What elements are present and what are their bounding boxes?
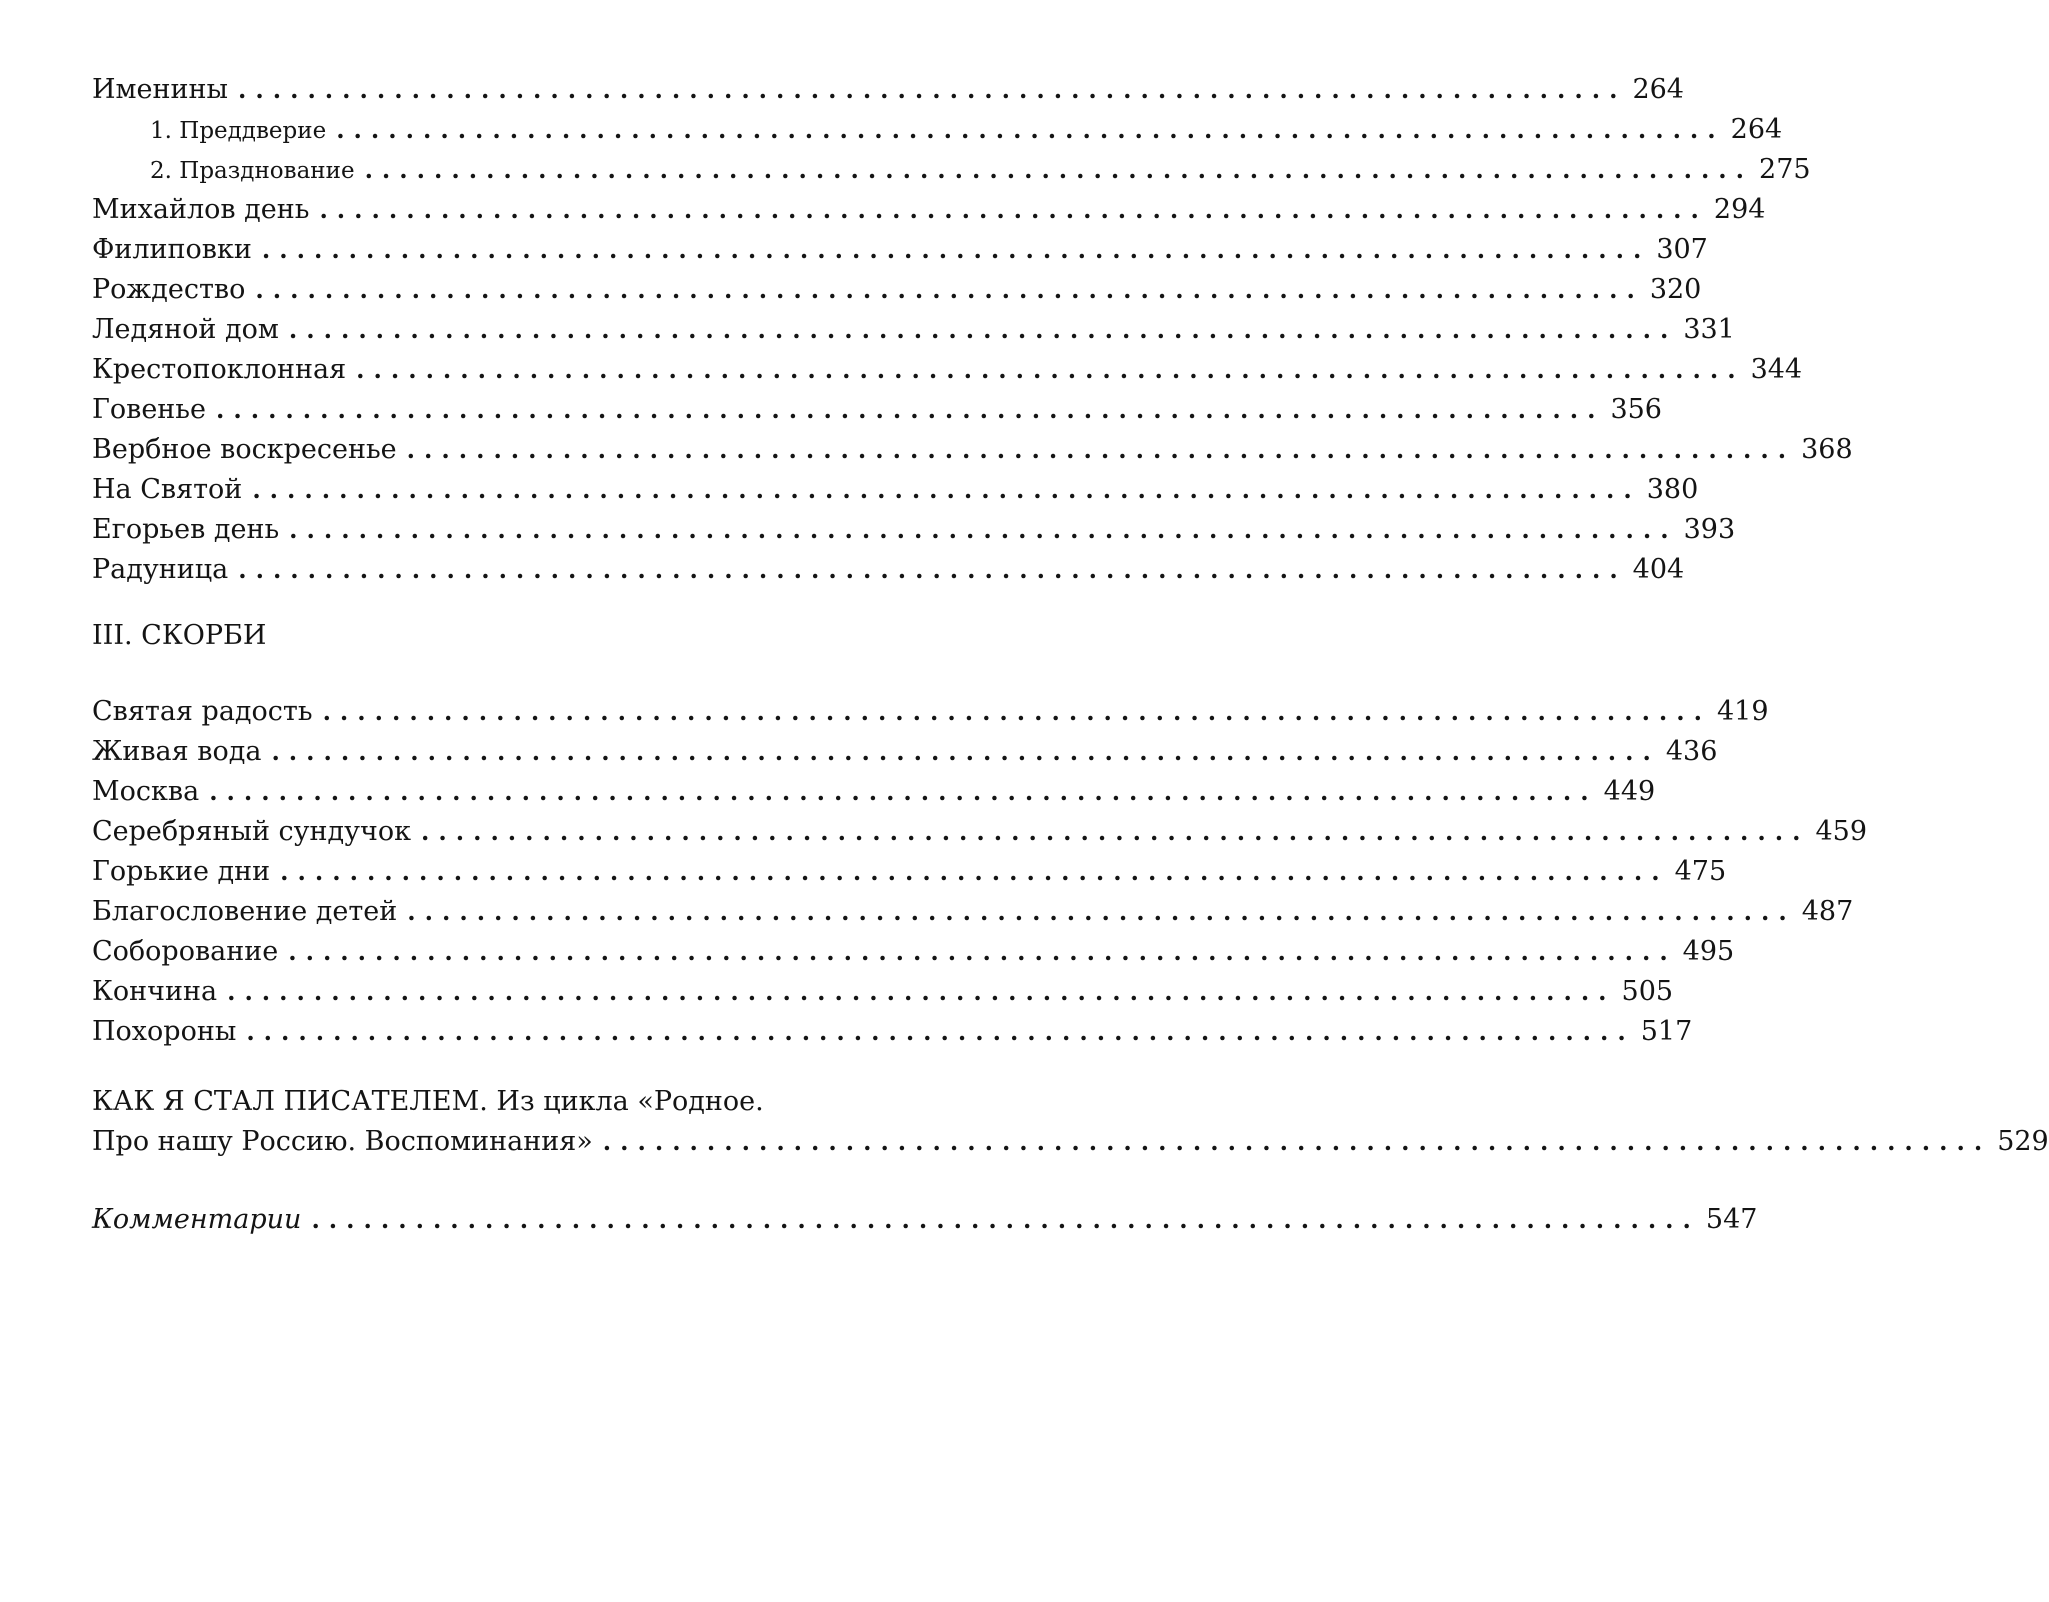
toc-entry (92, 692, 1769, 732)
dot-leader: ................................................................................ (216, 395, 1605, 424)
dot-leader: ................................................................................ (407, 897, 1796, 926)
toc-entry-title: Благословение детей (92, 896, 398, 927)
toc-entry-title: Москва (92, 776, 200, 807)
toc-entry (92, 550, 1685, 590)
toc-entry (92, 70, 1684, 110)
toc-group-main (92, 70, 1853, 590)
toc-entry (92, 972, 1674, 1012)
toc-entry (92, 1012, 1693, 1052)
dot-leader: ................................................................................ (336, 115, 1725, 144)
toc-entry-title: 2. Празднование (150, 158, 355, 184)
dot-leader: ................................................................................ (227, 977, 1616, 1006)
toc-entry-title: Живая вода (92, 736, 262, 767)
toc-entry-title: Именины (92, 74, 229, 105)
dot-leader: ................................................................................ (255, 275, 1644, 304)
toc-entry-title: Михайлов день (92, 194, 310, 225)
toc-entry-row (92, 1122, 2049, 1162)
dot-leader: ................................................................................ (261, 235, 1651, 264)
toc-entry-title: Вербное воскресенье (92, 434, 397, 465)
toc-entry-title: Егорьев день (92, 514, 280, 545)
toc-entry-title: Серебряный сундучок (92, 816, 412, 847)
page-number: 547 (1705, 1204, 1758, 1235)
dot-leader: ................................................................................ (289, 515, 1678, 544)
page-number: 294 (1713, 194, 1766, 225)
toc-entry-title: На Святой (92, 474, 243, 505)
toc-entry-title: Святая радость (92, 696, 313, 727)
toc-entry-comments (92, 1200, 1758, 1240)
toc-entry (92, 852, 1727, 892)
page-number: 495 (1682, 936, 1735, 967)
dot-leader: ................................................................................ (356, 355, 1745, 384)
toc-entry (92, 772, 1656, 812)
toc-subentry (92, 150, 1811, 190)
toc-entry (92, 892, 1854, 932)
dot-leader: ................................................................................ (602, 1127, 1992, 1156)
toc-entry-title: Похороны (92, 1016, 237, 1047)
dot-leader: ................................................................................ (311, 1205, 1700, 1234)
dot-leader: ................................................................................ (271, 737, 1660, 766)
page-number: 449 (1603, 776, 1656, 807)
page-number: 529 (1997, 1126, 2049, 1157)
toc-entry-title: Горькие дни (92, 856, 271, 887)
dot-leader: ................................................................................ (364, 155, 1754, 184)
toc-entry (92, 510, 1736, 550)
page-number: 487 (1801, 896, 1854, 927)
page-number: 264 (1730, 114, 1783, 145)
dot-leader: ................................................................................ (209, 777, 1598, 806)
section-heading: III. СКОРБИ (92, 620, 267, 651)
toc-entry-title: Говенье (92, 394, 206, 425)
toc-entry (92, 470, 1699, 510)
toc-entry-title-line1: КАК Я СТАЛ ПИСАТЕЛЕМ. Из цикла «Родное. (92, 1086, 764, 1117)
page-number: 368 (1801, 434, 1853, 465)
toc-entry (92, 812, 1868, 852)
page-number: 307 (1656, 234, 1708, 265)
page-number: 419 (1717, 696, 1769, 727)
toc-entry-title: Комментарии (92, 1204, 302, 1235)
page-number: 475 (1674, 856, 1727, 887)
toc-group-sorrows (92, 692, 1868, 1052)
toc-entry-title: Ледяной дом (92, 314, 279, 345)
dot-leader: ................................................................................ (319, 195, 1708, 224)
toc-entry (92, 390, 1662, 430)
toc-entry (92, 732, 1718, 772)
toc-entry-title: Филиповки (92, 234, 252, 265)
toc-entry-title: Радуница (92, 554, 229, 585)
toc-entry (92, 230, 1708, 270)
page-number: 505 (1621, 976, 1674, 1007)
dot-leader: ................................................................................ (288, 937, 1677, 966)
page-number: 275 (1759, 154, 1811, 185)
toc-entry (92, 430, 1853, 470)
dot-leader: ................................................................................ (238, 75, 1627, 104)
page-number: 264 (1632, 74, 1684, 105)
toc-entry-title: Соборование (92, 936, 279, 967)
toc-entry (92, 190, 1766, 230)
toc-entry-title: Кончина (92, 976, 218, 1007)
toc-entry (92, 932, 1735, 972)
toc-entry (92, 270, 1702, 310)
page-number: 344 (1750, 354, 1803, 385)
page-number: 331 (1683, 314, 1735, 345)
toc-subentry (92, 110, 1783, 150)
page-number: 393 (1683, 514, 1736, 545)
page-number: 380 (1646, 474, 1699, 505)
dot-leader: ................................................................................ (406, 435, 1796, 464)
page-number: 436 (1665, 736, 1718, 767)
toc-entry-title-line2: Про нашу Россию. Воспоминания» (92, 1126, 593, 1157)
toc-entry (92, 310, 1735, 350)
dot-leader: ................................................................................ (322, 697, 1711, 726)
dot-leader: ................................................................................ (421, 817, 1810, 846)
toc-entry (92, 350, 1803, 390)
page-number: 517 (1640, 1016, 1693, 1047)
page-number: 459 (1815, 816, 1868, 847)
dot-leader: ................................................................................ (238, 555, 1627, 584)
dot-leader: ................................................................................ (252, 475, 1641, 504)
toc-entry-title: Рождество (92, 274, 246, 305)
page-number: 404 (1632, 554, 1685, 585)
toc-entry-writer (92, 1082, 2049, 1162)
page-number: 320 (1649, 274, 1702, 305)
dot-leader: ................................................................................ (288, 315, 1678, 344)
dot-leader: ................................................................................ (246, 1017, 1635, 1046)
toc-entry-title: Крестопоклонная (92, 354, 347, 385)
toc-entry-title: 1. Преддверие (150, 118, 327, 144)
table-of-contents (92, 70, 2049, 1240)
page-number: 356 (1610, 394, 1662, 425)
dot-leader: ................................................................................ (280, 857, 1669, 886)
